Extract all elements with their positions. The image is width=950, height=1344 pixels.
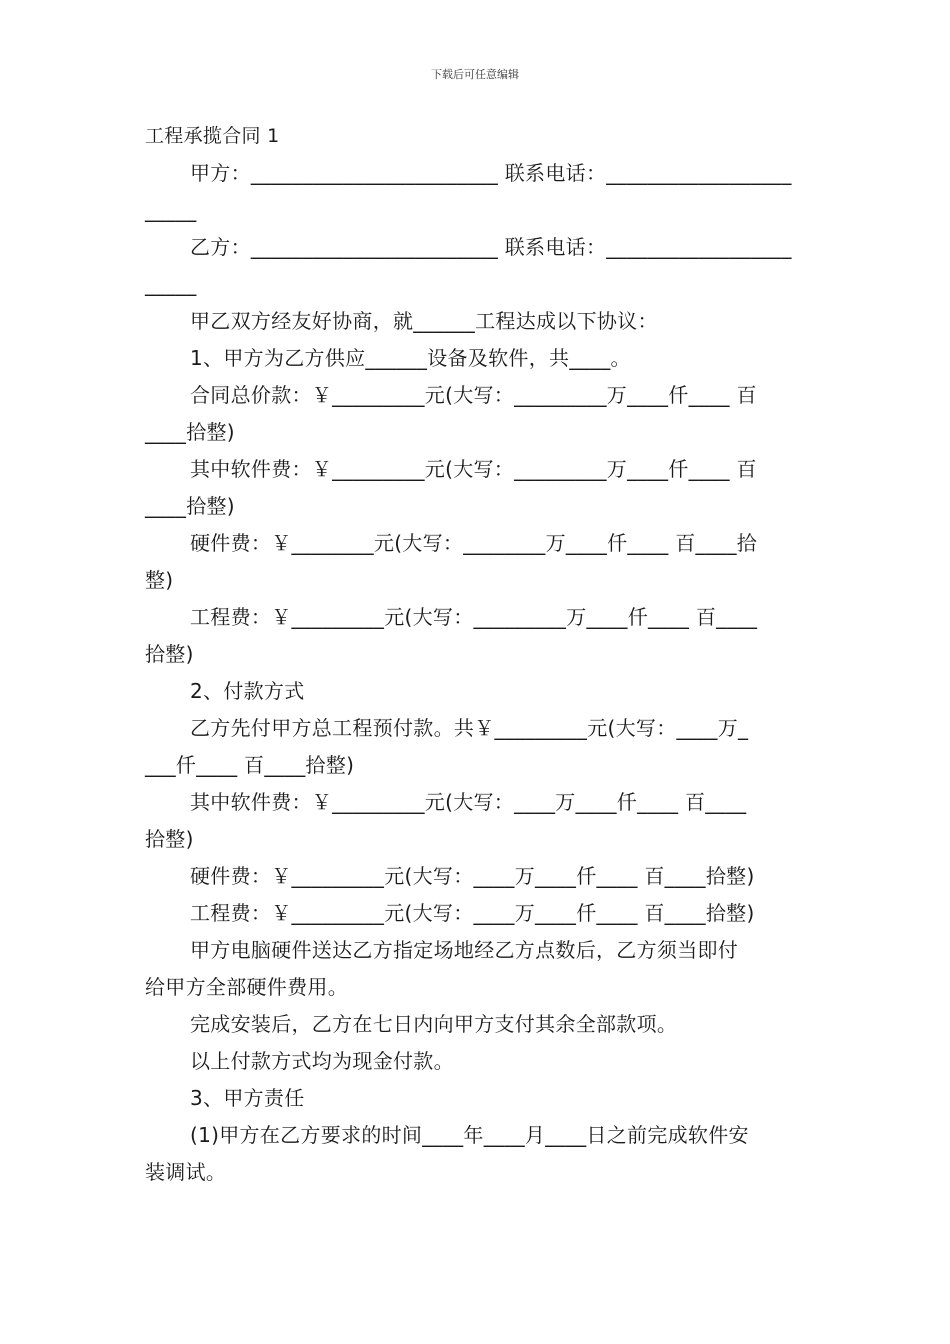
- prepay-hardware-line: 硬件费：￥_________元(大写：____万____仟____ 百____拾整): [190, 864, 755, 888]
- page-header-note: 下载后可任意编辑: [431, 68, 519, 81]
- contract-body: [145, 118, 807, 1191]
- prepay-software-line-cont: 拾整): [145, 827, 194, 851]
- engineering-fee-line-cont: 拾整): [145, 642, 194, 666]
- prepay-engineering-line: 工程费：￥_________元(大写：____万____仟____ 百____拾整): [190, 901, 755, 925]
- total-price-line: 合同总价款：￥_________元(大写：_________万____仟____ 百: [190, 383, 757, 407]
- total-price-line-cont: ____拾整): [145, 420, 235, 444]
- party-b-line-cont: _____: [145, 272, 197, 296]
- clause-1: 1、甲方为乙方供应______设备及软件，共____。: [190, 346, 631, 370]
- clause-2-heading: 2、付款方式: [190, 679, 305, 703]
- hardware-delivery-line: 甲方电脑硬件送达乙方指定场地经乙方点数后，乙方须当即付: [190, 938, 739, 962]
- agreement-intro: 甲乙双方经友好协商，就______工程达成以下协议：: [190, 309, 658, 333]
- clause-3-heading: 3、甲方责任: [190, 1086, 305, 1110]
- cash-payment-line: 以上付款方式均为现金付款。: [190, 1049, 454, 1073]
- party-b-line: 乙方：________________________ 联系电话：__________________: [190, 235, 792, 259]
- remaining-payment-line: 完成安装后，乙方在七日内向甲方支付其余全部款项。: [190, 1012, 678, 1036]
- engineering-fee-line: 工程费：￥_________元(大写：_________万____仟____ 百____: [190, 605, 758, 629]
- clause-3-item-1: (1)甲方在乙方要求的时间____年____月____日之前完成软件安: [190, 1123, 749, 1147]
- party-a-line: 甲方：________________________ 联系电话：__________________: [190, 161, 792, 185]
- prepayment-line: 乙方先付甲方总工程预付款。共￥_________元(大写：____万_: [190, 716, 749, 740]
- prepayment-line-cont: ___仟____ 百____拾整): [145, 753, 355, 777]
- software-fee-line-cont: ____拾整): [145, 494, 235, 518]
- contract-title: 工程承揽合同 1: [145, 125, 280, 147]
- hardware-fee-line-cont: 整): [145, 568, 174, 592]
- prepay-software-line: 其中软件费：￥_________元(大写：____万____仟____ 百____: [190, 790, 747, 814]
- hardware-fee-line: 硬件费：￥________元(大写：________万____仟____ 百____拾: [190, 531, 758, 555]
- party-a-line-cont: _____: [145, 198, 197, 222]
- software-fee-line: 其中软件费：￥_________元(大写：_________万____仟____ 百: [190, 457, 757, 481]
- hardware-delivery-line-cont: 给甲方全部硬件费用。: [145, 975, 348, 999]
- clause-3-item-1-cont: 装调试。: [145, 1160, 227, 1184]
